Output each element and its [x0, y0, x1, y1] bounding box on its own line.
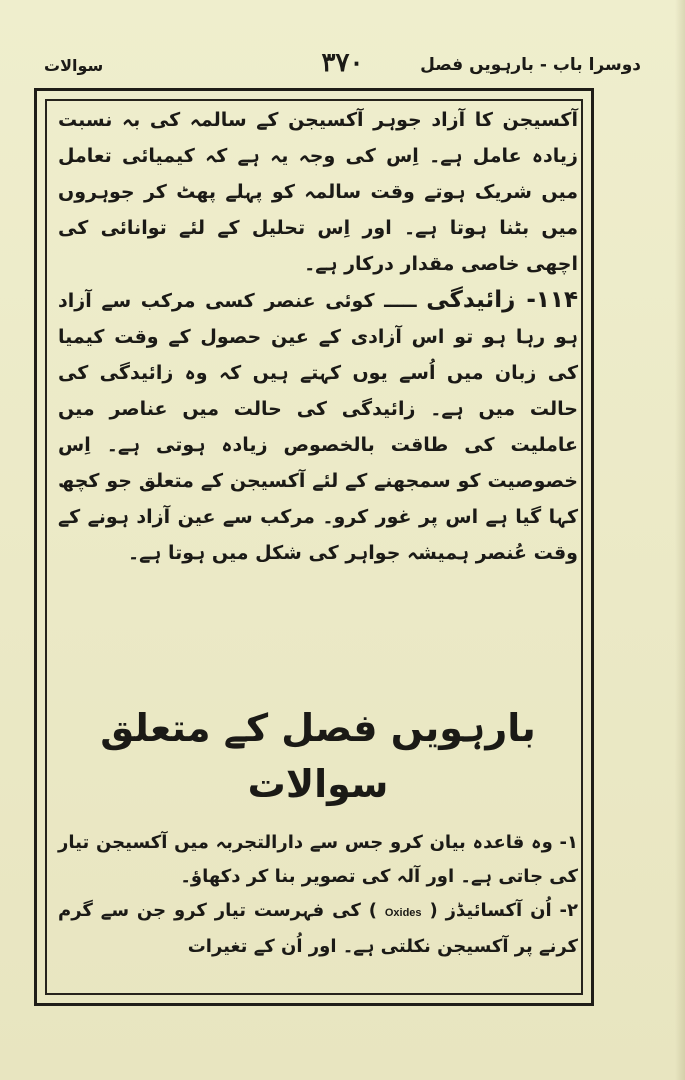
page-edge-shadow	[675, 0, 685, 1080]
chapter-questions-title: بارہویں فصل کے متعلق سوالات	[100, 706, 536, 806]
paragraph-atomic-oxygen: آکسیجن کا آزاد جوہر آکسیجن کے سالمہ کی بہ نسبت زیادہ عامل ہے۔ اِس کی وجہ یہ ہے کہ کیمیائی تعامل میں شریک ہوتے وقت سالمہ کو پہلے پھٹ کر جوہروں میں بٹنا ہوتا ہے۔ اور اِس تحلیل کے لئے توانائی کی اچھی خاصی مقدار درکار ہے۔	[58, 109, 578, 275]
running-head-chapter: دوسرا باب - بارہویں فصل	[420, 55, 641, 75]
paragraph-nascent-state	[58, 282, 578, 571]
question-2-latin-term: Oxides	[384, 907, 422, 919]
question-2-part-a: ۲- اُن آکسائیڈز (	[429, 900, 578, 921]
running-head-section: سوالات	[44, 56, 104, 75]
questions-list	[58, 826, 578, 964]
page-number: ۳۷۰	[321, 48, 364, 78]
running-head	[44, 48, 641, 84]
section-heading-114: ۱۱۴- زائیدگی	[426, 287, 578, 313]
question-1: ۱- وہ قاعدہ بیان کرو جس سے دارالتجربہ میں آکسیجن تیار کی جاتی ہے۔ اور آلہ کی تصویر بنا کر دکھاؤ۔	[58, 832, 578, 887]
paragraph-nascent-state-text: کوئی عنصر کسی مرکب سے آزاد ہو رہا ہو تو اس آزادی کے عین حصول کے وقت کیمیا کی زبان میں اُسے یوں کہتے ہیں کہ وہ زائیدگی کی حالت میں ہے۔ زائیدگی کی حالت میں عناصر میں عاملیت کی طاقت بالخصوص زیادہ ہوتی ہے۔ اِس خصوصیت کو سمجھنے کے لئے آکسیجن کے متعلق جو کچھ کہا گیا ہے اس پر غور کرو۔ مرکب سے عین آزاد ہونے کے وقت عُنصر ہمیشہ جواہر کی شکل میں ہوتا ہے۔	[58, 290, 578, 564]
question-2	[58, 894, 578, 964]
main-text	[58, 102, 578, 571]
heading-dash: ـــــ	[374, 290, 417, 312]
question-2-part-b: ) کی فہرست تیار کرو جن سے گرم کرنے پر آکسیجن نکلتی ہے۔ اور اُن کے تغیرات	[58, 900, 578, 957]
